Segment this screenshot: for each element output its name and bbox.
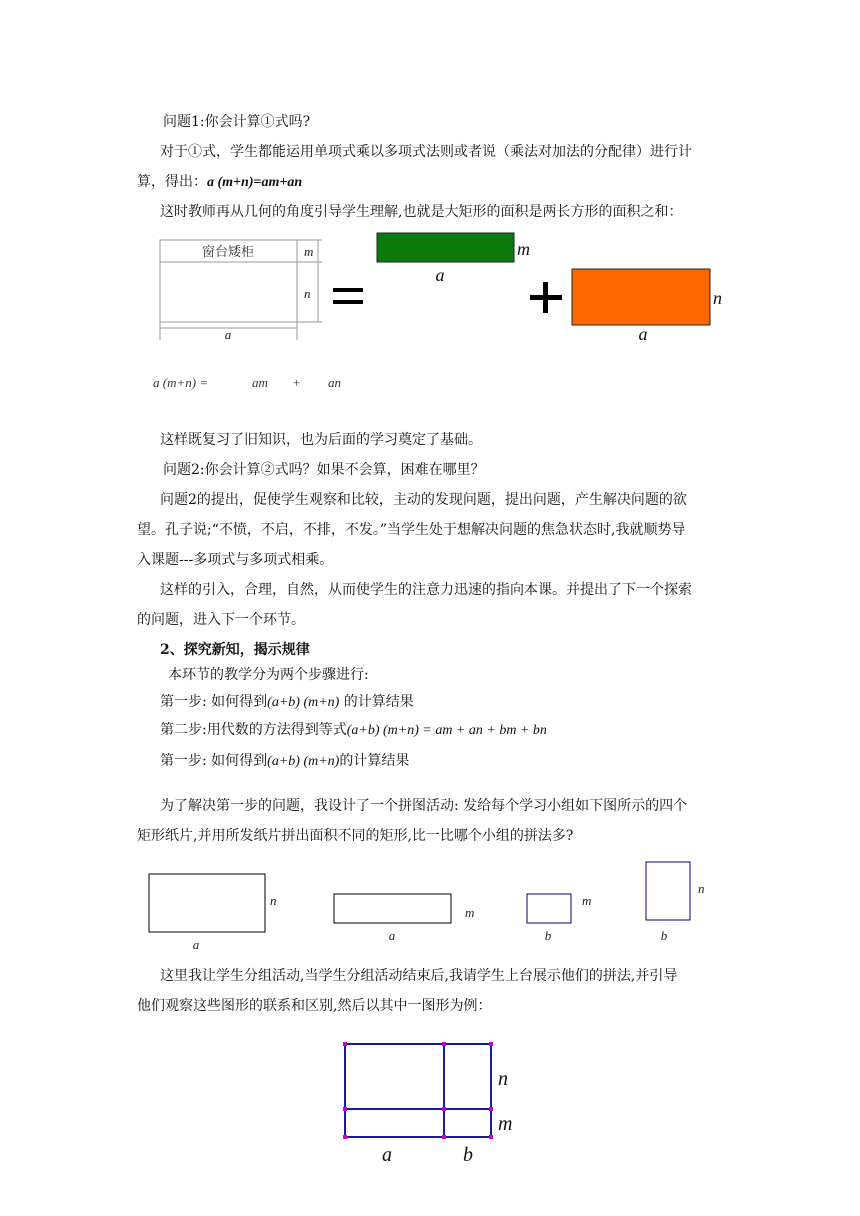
paragraph-5-line-2: 的问题，进入下一个环节。 [137,612,305,628]
green-label-m: m [517,239,530,259]
combined-outer-rect [345,1044,491,1137]
combined-label-m: m [498,1113,513,1135]
step-3-prefix: 第一步: 如何得到 [160,753,268,769]
card2-label-a: a [388,928,396,943]
paragraph-8-line-1: 这里我让学生分组活动,当学生分组活动结束后,我请学生上台展示他们的拼法,并引导 [160,968,678,984]
label-m: m [304,244,314,259]
paragraph-7-line-1: 为了解决第一步的问题，我设计了一个拼图活动: 发给每个学习小组如下图所示的四个 [160,798,688,814]
paragraph-1-line-1: 对于①式，学生都能运用单项式乘以多项式法则或者说（乘法对加法的分配律）进行计 [160,144,692,160]
paragraph-7-line-2: 矩形纸片,并用所发纸片拼出面积不同的矩形,比一比哪个小组的拼法多? [137,828,574,844]
equation-an: an [328,375,341,390]
equation-plus: + [292,375,301,390]
combined-label-a: a [382,1144,392,1166]
card1-label-a: a [192,937,200,952]
step-3-suffix: 的计算结果 [339,753,410,769]
paragraph-6: 本环节的教学分为两个步骤进行: [168,667,369,683]
paragraph-1-prefix: 算，得出： [137,174,207,190]
section-heading-2: 2、探究新知，揭示规律 [160,642,310,658]
paragraph-4-line-1: 问题2的提出，促使学生观察和比较，主动的发现问题，提出问题，产生解决问题的欲 [160,492,687,508]
orange-label-a: a [638,324,648,344]
orange-label-n: n [713,288,722,308]
equation-lhs: a (m+n) = [153,375,209,390]
equation-am: am [252,375,268,390]
green-label-a: a [435,265,445,285]
label-n: n [304,286,311,301]
step-1-suffix: 的计算结果 [339,694,414,710]
combined-label-n: n [498,1068,508,1090]
step-2-formula: (a+b) (m+n) = am + an + bm + bn [346,723,547,738]
question-2: 问题2:你会计算②式吗？如果不会算，困难在哪里？ [163,462,485,478]
paragraph-5-line-1: 这样的引入，合理，自然，从而使学生的注意力迅速的指向本课。并提出了下一个探索 [160,582,692,598]
card3-label-m: m [582,893,592,908]
step-2-prefix: 第二步:用代数的方法得到等式 [160,722,347,738]
card4-label-b: b [660,928,668,943]
card2-label-m: m [465,905,475,920]
card4-label-n: n [698,881,705,896]
cabinet-label: 窗台矮柜 [201,245,255,260]
paragraph-2: 这时教师再从几何的角度引导学生理解,也就是大矩形的面积是两长方形的面积之和： [160,204,683,220]
corner-dots [343,1042,493,1139]
step-1-prefix: 第一步: 如何得到 [160,694,268,710]
paragraph-4-line-3: 入课题---多项式与多项式相乘。 [137,552,334,568]
paragraph-4-line-2: 望。孔子说;“不愤，不启，不排，不发。”当学生处于想解决问题的焦急状态时,我就顺势导 [137,522,686,538]
paragraph-3: 这样既复习了旧知识，也为后面的学习奠定了基础。 [160,432,482,448]
step-1-formula: (a+b) (m+n) [267,695,340,710]
combined-label-b: b [463,1144,473,1166]
question-1: 问题1:你会计算①式吗? [163,114,311,130]
card1-label-n: n [270,893,277,908]
formula-a-m-n: a (m+n)=am+an [207,175,303,190]
step-3-formula: (a+b) (m+n) [267,754,340,769]
label-a: a [224,327,232,342]
card3-label-b: b [544,928,552,943]
paragraph-8-line-2: 他们观察这些图形的联系和区别,然后以其中一图形为例： [137,998,492,1014]
